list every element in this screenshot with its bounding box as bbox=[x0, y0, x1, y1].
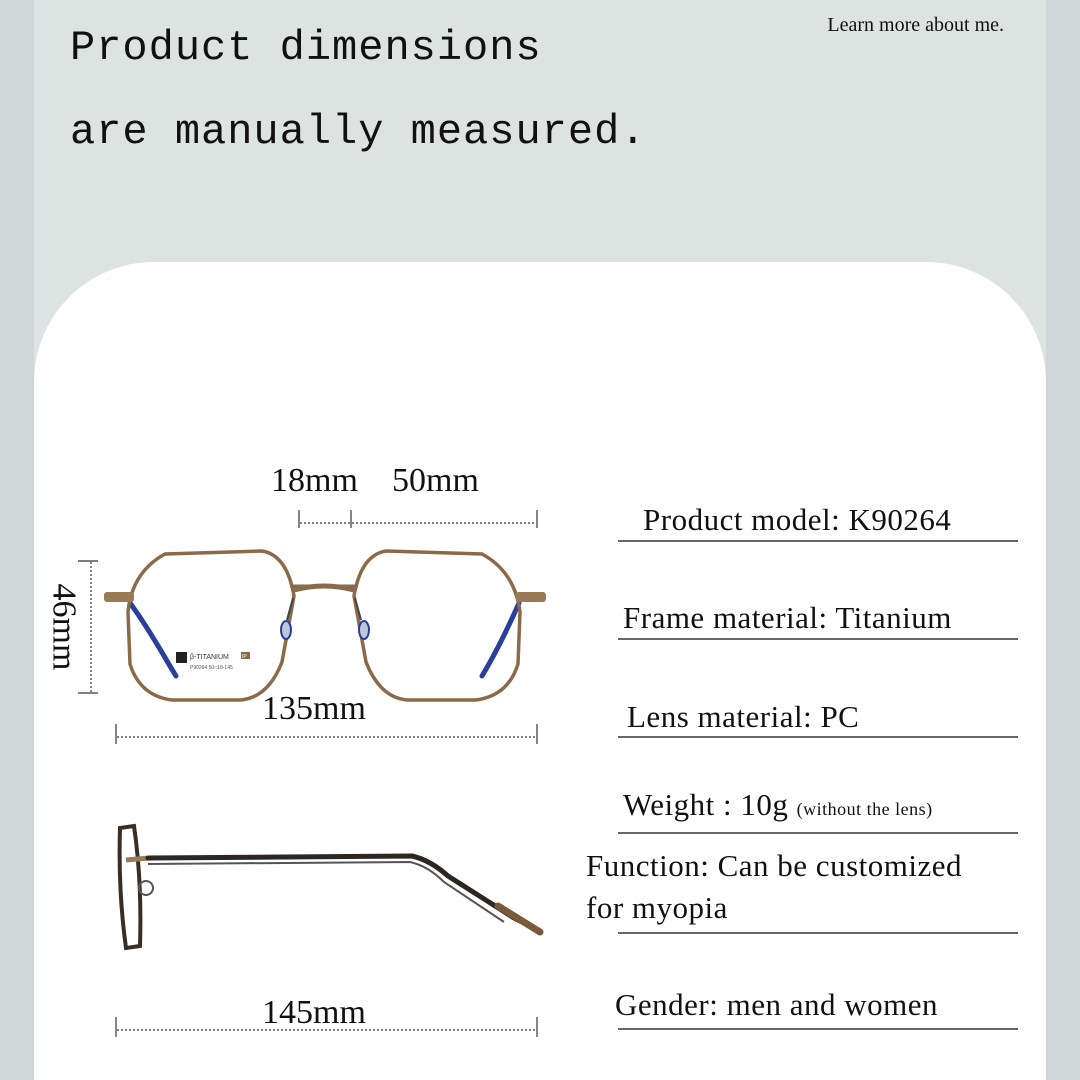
temple-logo-badge bbox=[176, 652, 187, 663]
spec-weight-note: (without the lens) bbox=[796, 799, 933, 819]
spec-gender-label: Gender bbox=[615, 987, 710, 1022]
right-lens-rim bbox=[354, 551, 520, 700]
spec-function-label: Function bbox=[586, 848, 701, 883]
spec-lens-material-value: PC bbox=[820, 699, 860, 734]
spec-divider bbox=[618, 832, 1018, 834]
frame-width-label: 135mm bbox=[262, 690, 366, 727]
spec-frame-material-value: Titanium bbox=[835, 600, 952, 635]
temple-length-label: 145mm bbox=[262, 994, 366, 1031]
lens-height-label: 46mm bbox=[45, 583, 83, 671]
side-view-frame bbox=[120, 826, 540, 948]
temple-model-text: P90264 50□18-145 bbox=[190, 665, 233, 671]
lens-measure-line bbox=[299, 510, 537, 528]
left-hinge bbox=[104, 592, 134, 602]
spec-weight-label: Weight bbox=[623, 787, 715, 822]
lens-width-label: 50mm bbox=[392, 462, 479, 499]
left-temple-inner bbox=[130, 603, 176, 676]
spec-function: Function: Can be customized bbox=[586, 848, 962, 883]
spec-divider bbox=[618, 1028, 1018, 1030]
spec-product-model: Product model: K90264 bbox=[643, 502, 952, 537]
spec-product-model-value: K90264 bbox=[848, 502, 952, 537]
spec-lens-material: Lens material: PC bbox=[627, 699, 860, 734]
front-view-frame bbox=[104, 551, 546, 700]
left-lens-rim bbox=[128, 551, 294, 700]
spec-divider bbox=[618, 736, 1018, 738]
spec-lens-material-label: Lens material bbox=[627, 699, 804, 734]
right-nose-pad bbox=[359, 621, 369, 639]
page-title-line-2: are manually measured. bbox=[70, 108, 647, 156]
spec-divider bbox=[618, 638, 1018, 640]
temple-print-text: β-TITANIUM bbox=[190, 654, 229, 661]
spec-frame-material-label: Frame material bbox=[623, 600, 819, 635]
spec-gender-value: men and women bbox=[726, 987, 938, 1022]
side-lens-rim bbox=[120, 826, 141, 948]
left-nose-pad bbox=[281, 621, 291, 639]
right-hinge bbox=[516, 592, 546, 602]
spec-frame-material: Frame material: Titanium bbox=[623, 600, 952, 635]
bridge-width-label: 18mm bbox=[271, 462, 358, 499]
spec-divider bbox=[618, 932, 1018, 934]
spec-gender: Gender: men and women bbox=[615, 987, 938, 1022]
spec-weight: Weight : 10g (without the lens) bbox=[623, 787, 933, 822]
side-temple-tip bbox=[498, 906, 540, 932]
spec-product-model-label: Product model bbox=[643, 502, 832, 537]
spec-weight-value: 10g bbox=[740, 787, 789, 822]
temple-badge-text: IP bbox=[242, 654, 247, 660]
side-temple-arm bbox=[148, 856, 538, 930]
right-temple-inner bbox=[482, 603, 519, 676]
page-title-line-1: Product dimensions bbox=[70, 24, 542, 72]
spec-function-line2: for myopia bbox=[586, 890, 728, 925]
learn-more-link[interactable]: Learn more about me. bbox=[827, 14, 1004, 36]
spec-divider bbox=[618, 540, 1018, 542]
spec-function-value: Can be customized bbox=[717, 848, 962, 883]
